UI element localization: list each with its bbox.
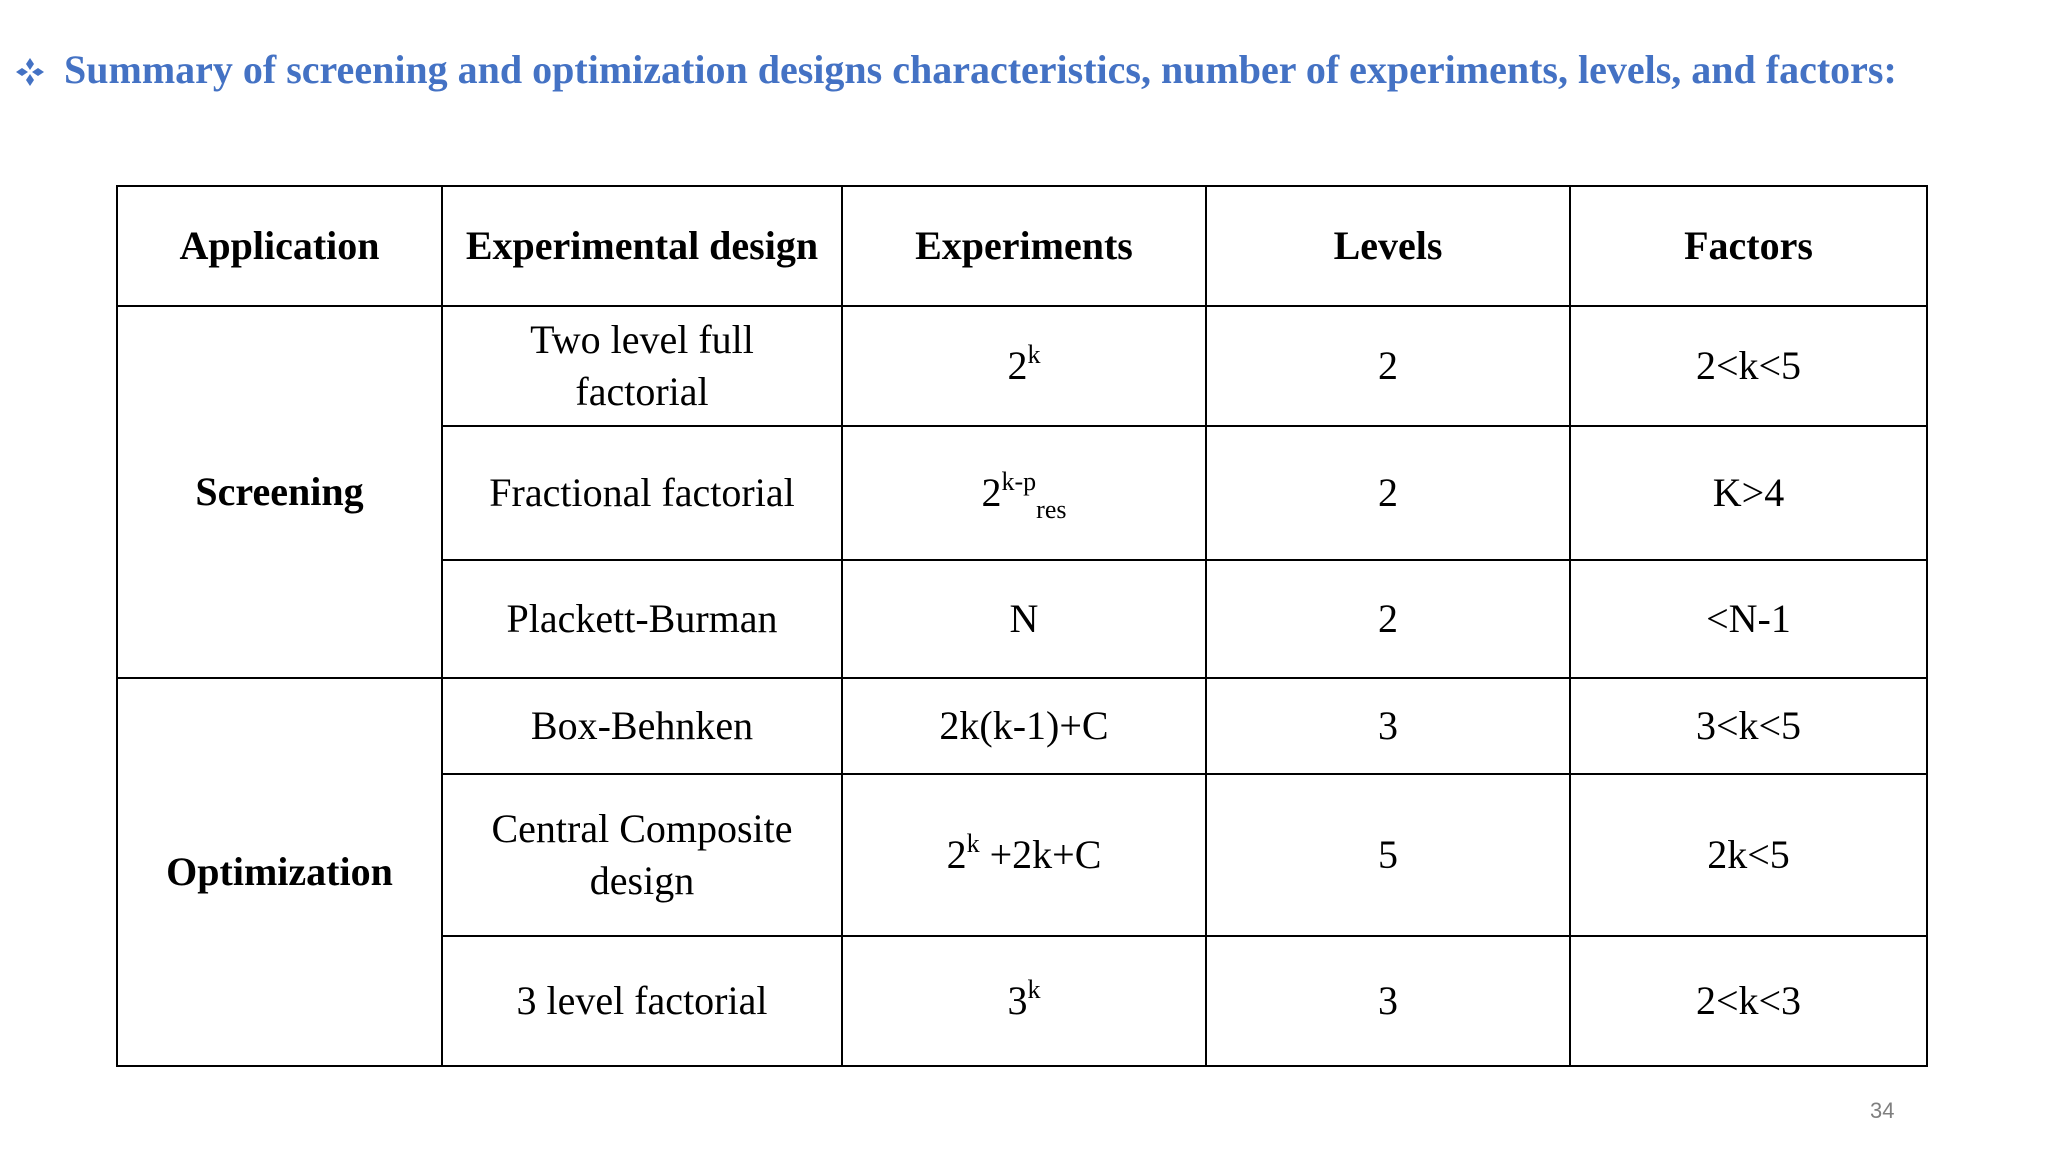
diamond-flower-bullet-icon [14,56,46,88]
experiments-cell [842,774,1206,936]
table-header-row [117,186,1927,306]
page-number: 34 [1870,1098,1895,1123]
experiments-cell [842,426,1206,560]
experiments-cell [842,936,1206,1066]
design-cell: Two level full factorial [442,306,842,426]
design-cell: Central Composite design [442,774,842,936]
design-summary-table [116,185,1928,1067]
experiments-cell: N [842,560,1206,678]
experiments-cell: 2k(k-1)+C [842,678,1206,774]
factors-cell: 2k<5 [1570,774,1927,936]
header-factors: Factors [1570,186,1927,306]
design-cell: Plackett-Burman [442,560,842,678]
levels-cell: 3 [1206,936,1570,1066]
application-screening: Screening [117,306,442,678]
levels-cell: 2 [1206,426,1570,560]
design-cell: Fractional factorial [442,426,842,560]
slide-title: Summary of screening and optimization designs characteristics, number of experiments, levels, and factors: [64,47,1897,92]
experiments-base: 2 [1007,343,1028,388]
experiments-cell [842,306,1206,426]
experiments-base: 2 [981,470,1002,515]
header-experimental-design: Experimental design [442,186,842,306]
factors-cell: 2<k<5 [1570,306,1927,426]
experiments-superscript: k [1027,340,1041,369]
experiments-rest: +2k+C [979,832,1102,877]
factors-cell: 2<k<3 [1570,936,1927,1066]
factors-cell: K>4 [1570,426,1927,560]
levels-cell: 2 [1206,306,1570,426]
table-row [117,306,1927,426]
header-experiments: Experiments [842,186,1206,306]
levels-cell: 3 [1206,678,1570,774]
header-application: Application [117,186,442,306]
application-optimization: Optimization [117,678,442,1066]
header-levels: Levels [1206,186,1570,306]
experiments-subscript: res [1036,495,1067,524]
levels-cell: 5 [1206,774,1570,936]
levels-cell: 2 [1206,560,1570,678]
slide-title-block [14,44,1954,96]
design-cell: 3 level factorial [442,936,842,1066]
factors-cell: 3<k<5 [1570,678,1927,774]
factors-cell: <N-1 [1570,560,1927,678]
experiments-base: 2 [946,832,967,877]
experiments-superscript: k-p [1001,467,1037,496]
design-cell: Box-Behnken [442,678,842,774]
table-row [117,678,1927,774]
experiments-base: 3 [1007,978,1028,1023]
experiments-superscript: k [1027,975,1041,1004]
experiments-superscript: k [966,829,980,858]
